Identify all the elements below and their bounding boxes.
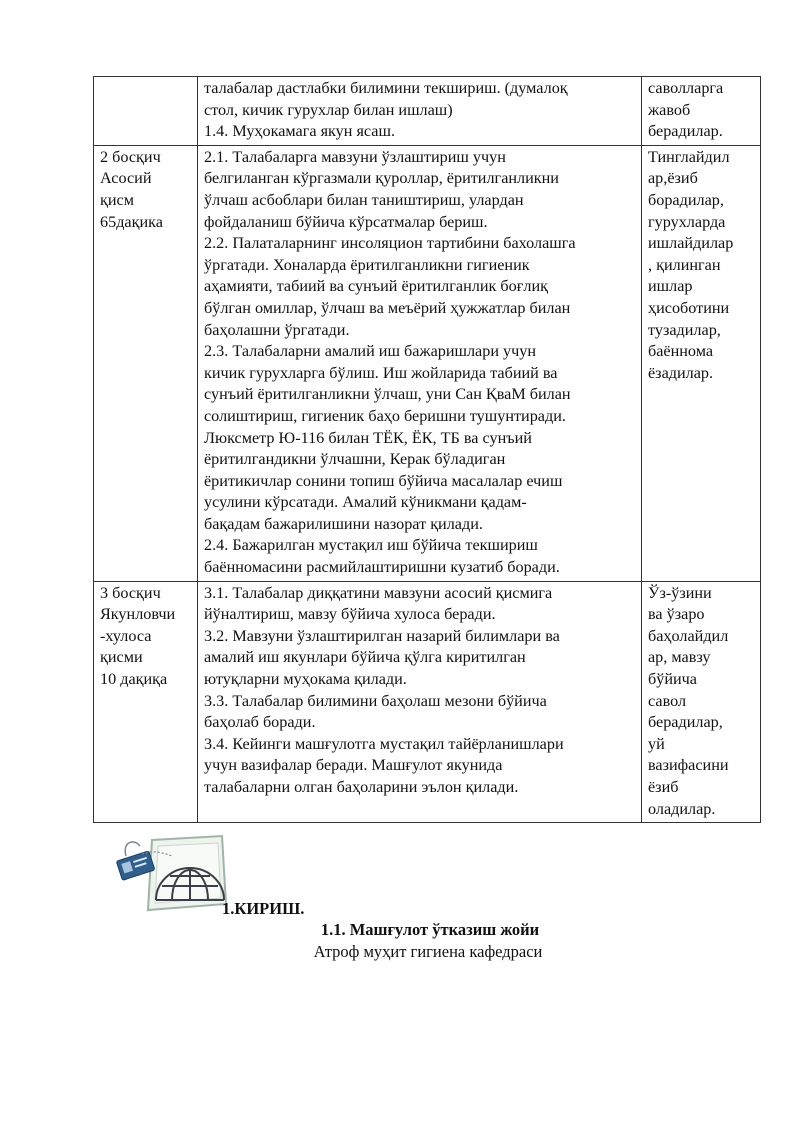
text-line: Ўз-ўзини <box>648 583 712 602</box>
text-line: ёритикичлар сонини топиш бўйича масалалар ечиш <box>204 471 563 490</box>
globe-with-id-card-icon <box>112 834 230 916</box>
text-line: берадилар, <box>648 713 723 732</box>
stage-cell <box>94 581 198 823</box>
text-line: 65дақика <box>100 212 163 231</box>
stage-cell <box>94 145 198 581</box>
section-subheading: 1.1. Машғулот ўтказиш жойи <box>320 920 540 939</box>
text-line: -хулоса <box>100 626 152 645</box>
text-line: 1.4. Муҳокамага якун ясаш. <box>204 122 396 141</box>
text-line: савол <box>648 691 687 710</box>
text-line: саволларга <box>648 79 724 97</box>
text-line: талабаларни олган баҳоларини эълон қилади. <box>204 778 519 796</box>
text-line: ва ўзаро <box>648 605 705 624</box>
text-line: баённомасини расмийлаштиришни кузатиб боради. <box>204 558 560 577</box>
text-line: ар,ёзиб <box>648 169 698 188</box>
text-line: Тинглайдил <box>648 147 730 166</box>
table-row <box>94 77 761 146</box>
text-line: бақадам бажарилишини назорат қилади. <box>204 514 483 533</box>
text-line: сунъий ёритилганликни ўлчаш, уни Сан ҚваМ билан <box>204 385 571 404</box>
students-cell <box>642 77 761 146</box>
text-line: тузадилар, <box>648 320 721 339</box>
text-line: ютуқларни муҳокама қилади. <box>204 670 407 689</box>
text-line: аҳамияти, табиий ва сунъий ёритилганлик боғлиқ <box>204 277 548 296</box>
text-line: кичик гурухларга бўлиш. Иш жойларида табиий ва <box>204 363 558 382</box>
text-line: Якунловчи <box>100 605 176 624</box>
text-line: гурухларда <box>648 212 726 231</box>
text-line: ёзиб <box>648 778 679 796</box>
table-row <box>94 145 761 581</box>
text-line: 2.3. Талабаларни амалий иш бажаришлари учун <box>204 342 537 361</box>
text-line: солиштириш, гигиеник баҳо беришни тушунтиради. <box>204 406 566 425</box>
students-cell <box>642 581 761 823</box>
text-line: 3.1. Талабалар диққатини мавзуни асосий қисмига <box>204 583 553 602</box>
text-line: стол, кичик гурухлар билан ишлаш) <box>204 100 453 119</box>
text-line: усулини кўрсатади. Амалий кўникмани қадам- <box>204 493 527 512</box>
text-line: ўлчаш асбоблари билан таништириш, улардан <box>204 190 524 209</box>
text-line: 2.2. Палаталарнинг инсоляцион тартибини бахолашга <box>204 234 576 253</box>
text-line: вазифасини <box>648 756 729 775</box>
text-line: оладилар. <box>648 799 716 818</box>
text-line: учун вазифалар беради. Машғулот якунида <box>204 756 503 775</box>
text-line: 10 дақиқа <box>100 670 168 689</box>
text-line: қисм <box>100 190 134 209</box>
department-text: Атроф муҳит гигиена кафедраси <box>313 942 543 961</box>
students-cell <box>642 145 761 581</box>
text-line: 3.2. Мавзуни ўзлаштирилган назарий билимлари ва <box>204 626 560 645</box>
text-line: йўналтириш, мавзу бўйича хулоса беради. <box>204 605 496 624</box>
text-line: белгиланган кўргазмали қуроллар, ёритилганликни <box>204 169 559 188</box>
text-line: 2 босқич <box>100 147 161 166</box>
text-line: баҳолайдил <box>648 626 729 645</box>
content-cell <box>198 581 642 823</box>
lesson-plan-table <box>93 76 761 823</box>
text-line: амалий иш якунлари бўйича қўлга киритилган <box>204 648 526 667</box>
text-line: 3.4. Кейинги машғулотга мустақил тайёрланишлари <box>204 734 564 753</box>
text-line: ўргатади. Хоналарда ёритилганликни гигиеник <box>204 255 530 274</box>
text-line: ишлар <box>648 277 693 296</box>
content-cell <box>198 145 642 581</box>
text-line: 3 босқич <box>100 583 161 602</box>
text-line: борадилар, <box>648 190 724 209</box>
text-line: баҳолаб боради. <box>204 713 316 732</box>
text-line: , қилинган <box>648 255 721 274</box>
text-line: 2.4. Бажарилган мустақил иш бўйича текшириш <box>204 536 538 555</box>
text-line: қисми <box>100 648 143 667</box>
text-line: 3.3. Талабалар билимини баҳолаш мезони бўйича <box>204 691 547 710</box>
content-cell <box>198 77 642 146</box>
text-line: Асосий <box>100 169 152 188</box>
text-line: жавоб <box>648 100 691 119</box>
text-line: уй <box>648 734 665 753</box>
text-line: талабалар дастлабки билимини текшириш. (думалоқ <box>204 79 568 97</box>
text-line: ҳисоботини <box>648 298 730 317</box>
text-line: баённома <box>648 342 714 361</box>
text-line: ишлайдилар <box>648 234 734 253</box>
text-line: ар, мавзу <box>648 648 711 667</box>
text-line: 2.1. Талабаларга мавзуни ўзлаштириш учун <box>204 147 506 166</box>
text-line: бўлган омиллар, ўлчаш ва меъёрий ҳужжатлар билан <box>204 298 571 317</box>
text-line: баҳолашни ўргатади. <box>204 320 350 339</box>
stage-cell <box>94 77 198 146</box>
text-line: ёзадилар. <box>648 363 714 382</box>
table-row <box>94 581 761 823</box>
text-line: бўйича <box>648 670 697 689</box>
text-line: ёритилгандикни ўлчашни, Керак бўладиган <box>204 450 506 469</box>
text-line: Люксметр Ю-116 билан ТЁК, ЁК, ТБ ва сунъий <box>204 428 532 447</box>
text-line: фойдаланиш бўйича кўрсатмалар бериш. <box>204 212 488 231</box>
text-line: берадилар. <box>648 122 723 141</box>
section-heading: 1.КИРИШ. <box>222 899 305 918</box>
